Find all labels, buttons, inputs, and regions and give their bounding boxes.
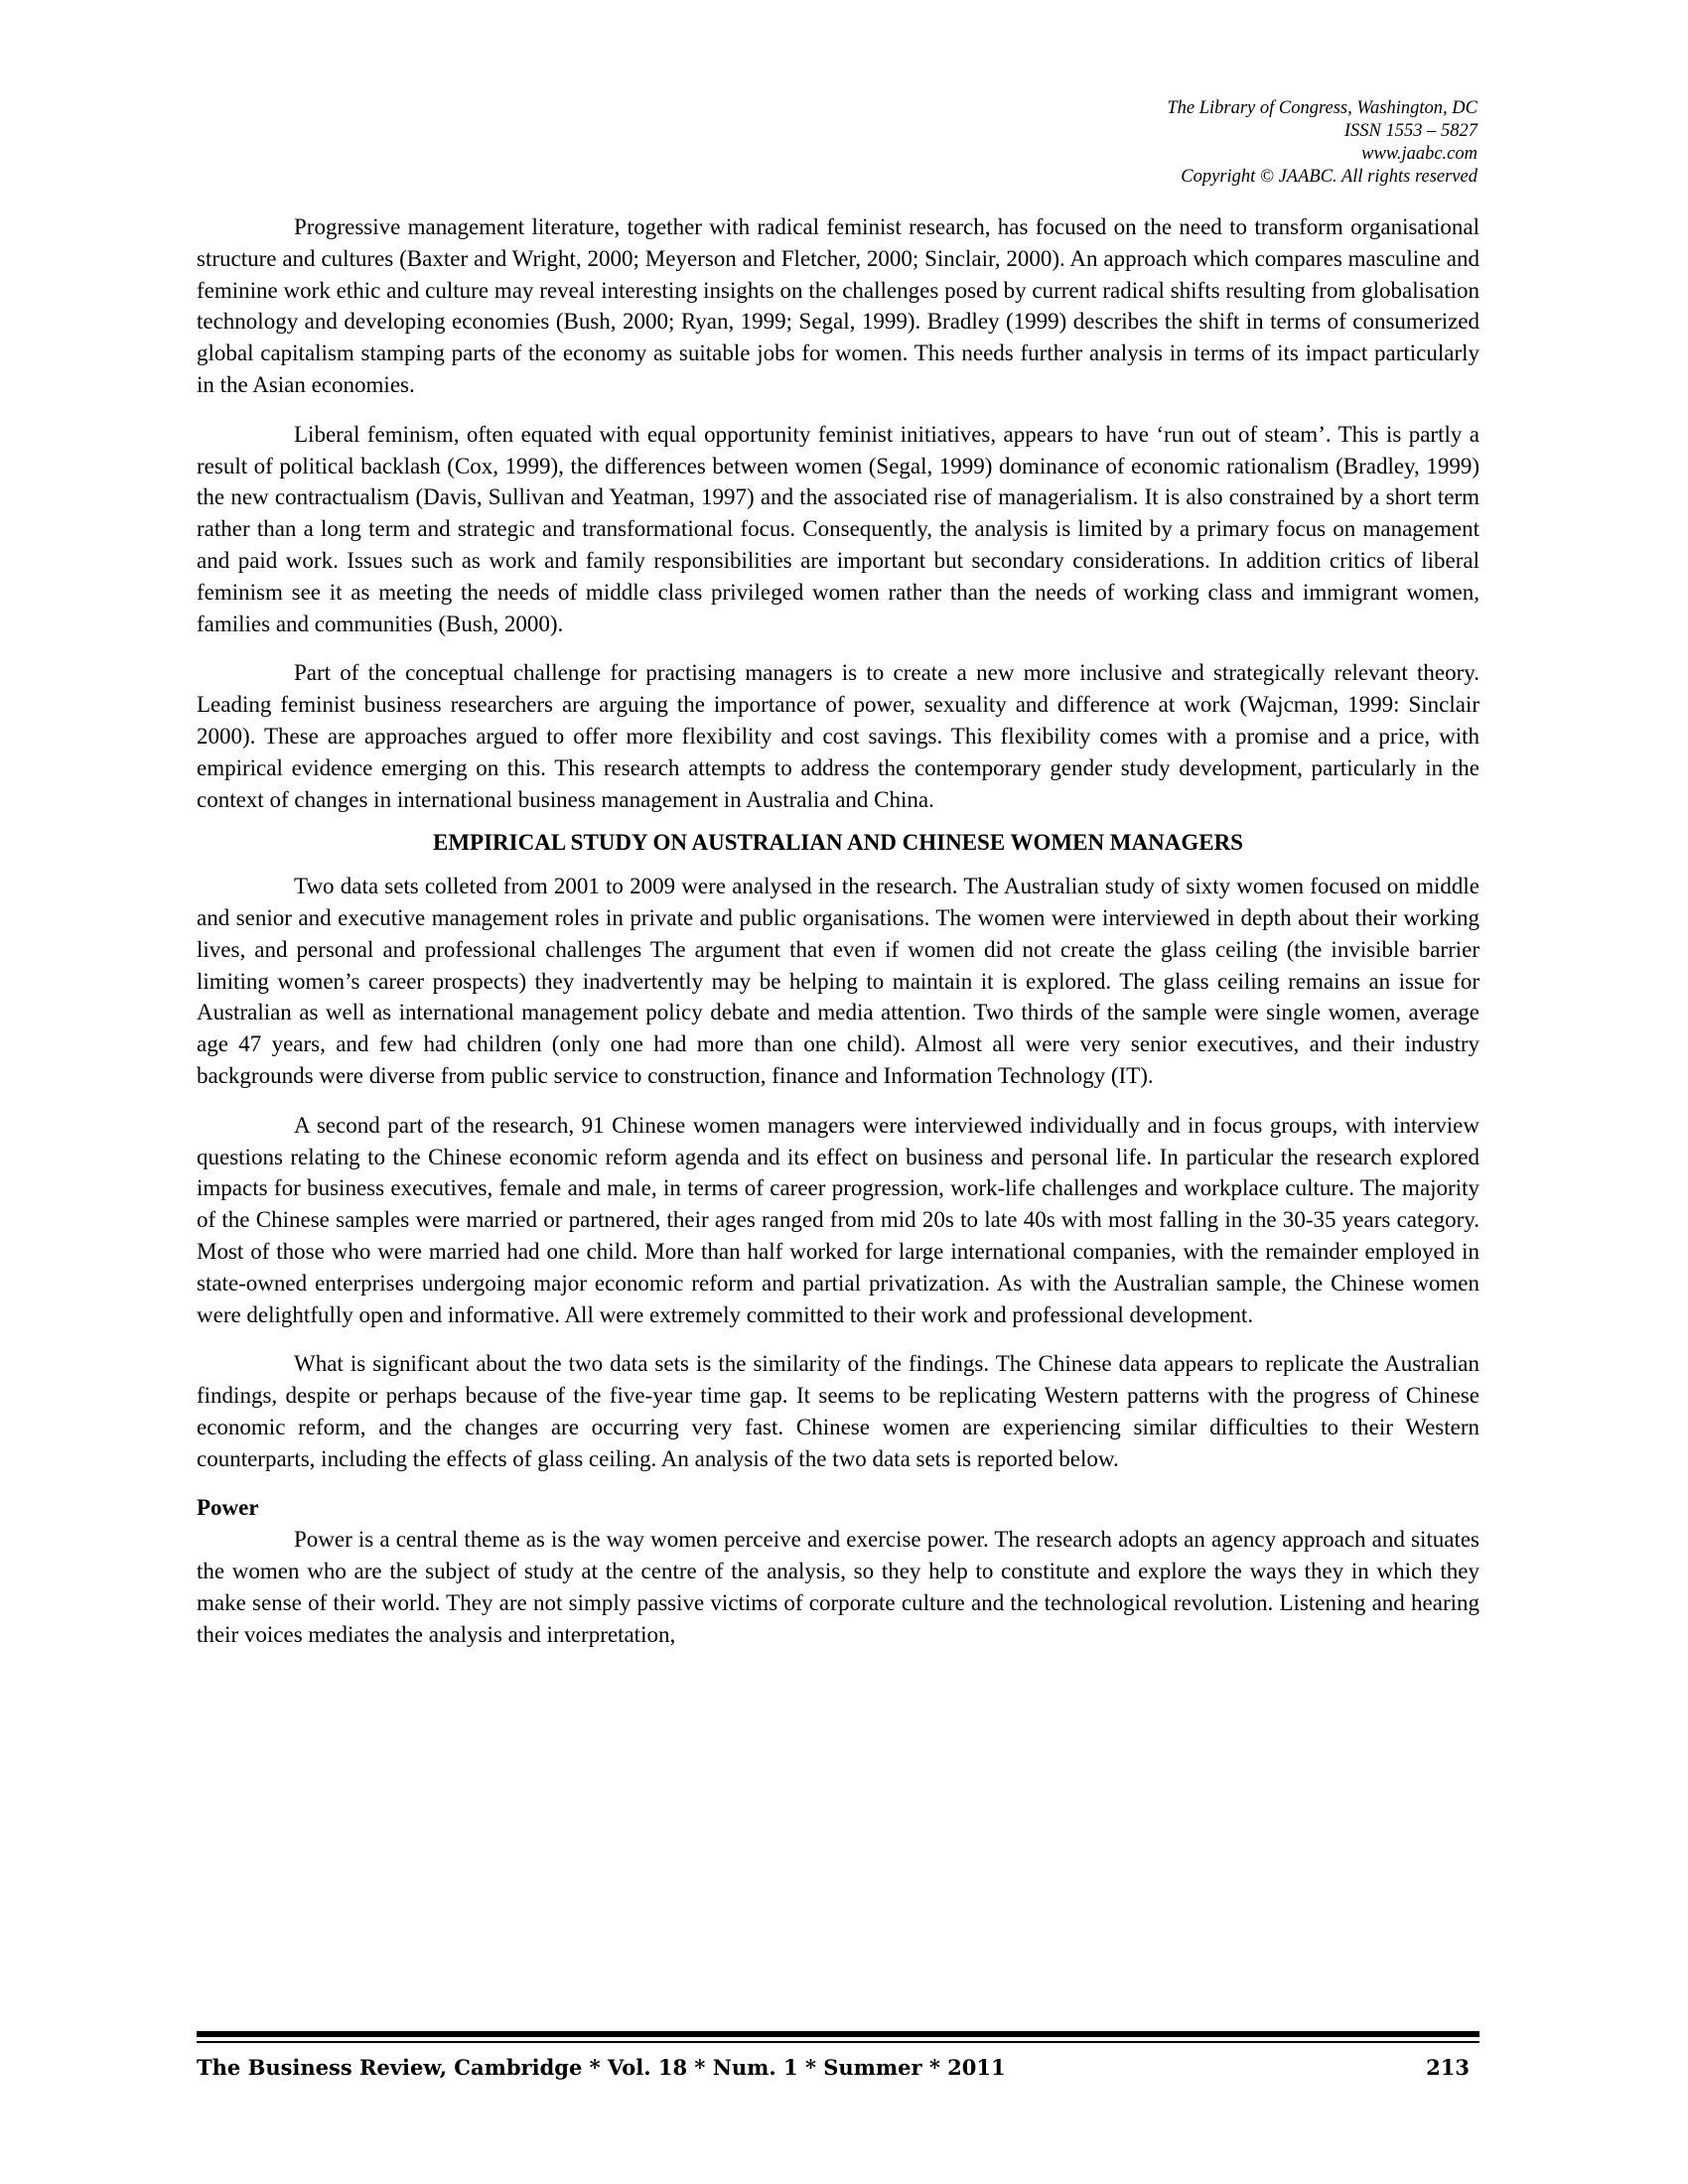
paragraph-chinese-managers: A second part of the research, 91 Chinese women managers were interviewed individually and in focus groups, with interview questions relating to the Chinese economic reform agenda and its effect on business and personal life. In particular the research explored impacts for business executives, female and male, in terms of career progression, work-life challenges and workplace culture. The majority of the Chinese samples were married or partnered, their ages ranged from mid 20s to late 40s with most falling in the 30-35 years category. Most of those who were married had one child. More than half worked for large international companies, with the remainder employed in state-owned enterprises undergoing major economic reform and partial privatization. As with the Australian sample, the Chinese women were delightfully open and informative. All were extremely committed to their work and professional development. [197, 1112, 1479, 1327]
paragraph-conceptual-challenge: Part of the conceptual challenge for practising managers is to create a new more inclusive and strategically relevant theory. Leading feminist business researchers are arguing the importance of power, sexuality and difference at work (Wajcman, 1999: Sinclair 2000). These are approaches argued to offer more flexibility and cost savings. This flexibility comes with a promise and a price, with empirical evidence emerging on this. This research attempts to address the contemporary gender study development, particularly in the context of changes in international business management in Australia and China. [197, 660, 1479, 812]
footer-rule-thin [197, 2041, 1479, 2043]
footer-rule-thick [197, 2031, 1479, 2037]
paragraph-progressive-management: Progressive management literature, together with radical feminist research, has focused on the need to transform organisational structure and cultures (Baxter and Wright, 2000; Meyerson and Fletcher, 2000; Sinclair, 2000). An approach which compares masculine and feminine work ethic and culture may reveal interesting insights on the challenges posed by current radical shifts resulting from globalisation technology and developing economies (Bush, 2000; Ryan, 1999; Segal, 1999). Bradley (1999) describes the shift in terms of consumerized global capitalism stamping parts of the economy as suitable jobs for women. This needs further analysis in terms of its impact particularly in the Asian economies. [197, 214, 1479, 397]
header-copyright: Copyright © JAABC. All rights reserved [1181, 167, 1477, 187]
header-publisher: The Library of Congress, Washington, DC [1167, 98, 1477, 118]
paragraph-similarity: What is significant about the two data sets is the similarity of the findings. The Chinese data appears to replicate the Australian findings, despite or perhaps because of the five-year time gap. It seems to be replicating Western patterns with the progress of Chinese economic reform, and the changes are occurring very fast. Chinese women are experiencing similar difficulties to their Western counterparts, including the effects of glass ceiling. An analysis of the two data sets is reported below. [197, 1351, 1479, 1471]
subheading-power: Power [197, 1495, 259, 1521]
section-heading: EMPIRICAL STUDY ON AUSTRALIAN AND CHINESE WOMEN MANAGERS [433, 830, 1243, 856]
header-issn: ISSN 1553 – 5827 [1343, 121, 1477, 141]
page-number: 213 [1426, 2055, 1470, 2080]
paragraph-data-sets: Two data sets colleted from 2001 to 2009 were analysed in the research. The Australian study of sixty women focused on middle and senior and executive management roles in private and public organisations. The women were interviewed in depth about their working lives, and personal and professional challenges The argument that even if women did not create the glass ceiling (the invisible barrier limiting women’s career prospects) they inadvertently may be helping to maintain it is explored. The glass ceiling remains an issue for Australian as well as international management policy debate and media attention. Two thirds of the sample were single women, average age 47 years, and few had children (only one had more than one child). Almost all were very senior executives, and their industry backgrounds were diverse from public service to construction, finance and Information Technology (IT). [197, 874, 1479, 1088]
paragraph-power: Power is a central theme as is the way women perceive and exercise power. The research adopts an agency approach and situates the women who are the subject of study at the centre of the analysis, so they help to constitute and explore the ways they in which they make sense of their world. They are not simply passive victims of corporate culture and the technological revolution. Listening and hearing their voices mediates the analysis and interpretation, [197, 1527, 1479, 1647]
header-website: www.jaabc.com [1361, 144, 1477, 164]
article-body [197, 211, 1479, 1668]
footer-journal-citation: The Business Review, Cambridge * Vol. 18 * Num. 1 * Summer * 2011 [197, 2055, 1006, 2080]
page-header [782, 97, 1477, 189]
page-footer [197, 2053, 1479, 2083]
paragraph-liberal-feminism: Liberal feminism, often equated with equal opportunity feminist initiatives, appears to have ‘run out of steam’. This is partly a result of political backlash (Cox, 1999), the differences between women (Segal, 1999) dominance of economic rationalism (Bradley, 1999) the new contractualism (Davis, Sullivan and Yeatman, 1997) and the associated rise of managerialism. It is also constrained by a short term rather than a long term and strategic and transformational focus. Consequently, the analysis is limited by a primary focus on management and paid work. Issues such as work and family responsibilities are important but secondary considerations. In addition critics of liberal feminism see it as meeting the needs of middle class privileged women rather than the needs of working class and immigrant women, families and communities (Bush, 2000). [197, 421, 1479, 636]
